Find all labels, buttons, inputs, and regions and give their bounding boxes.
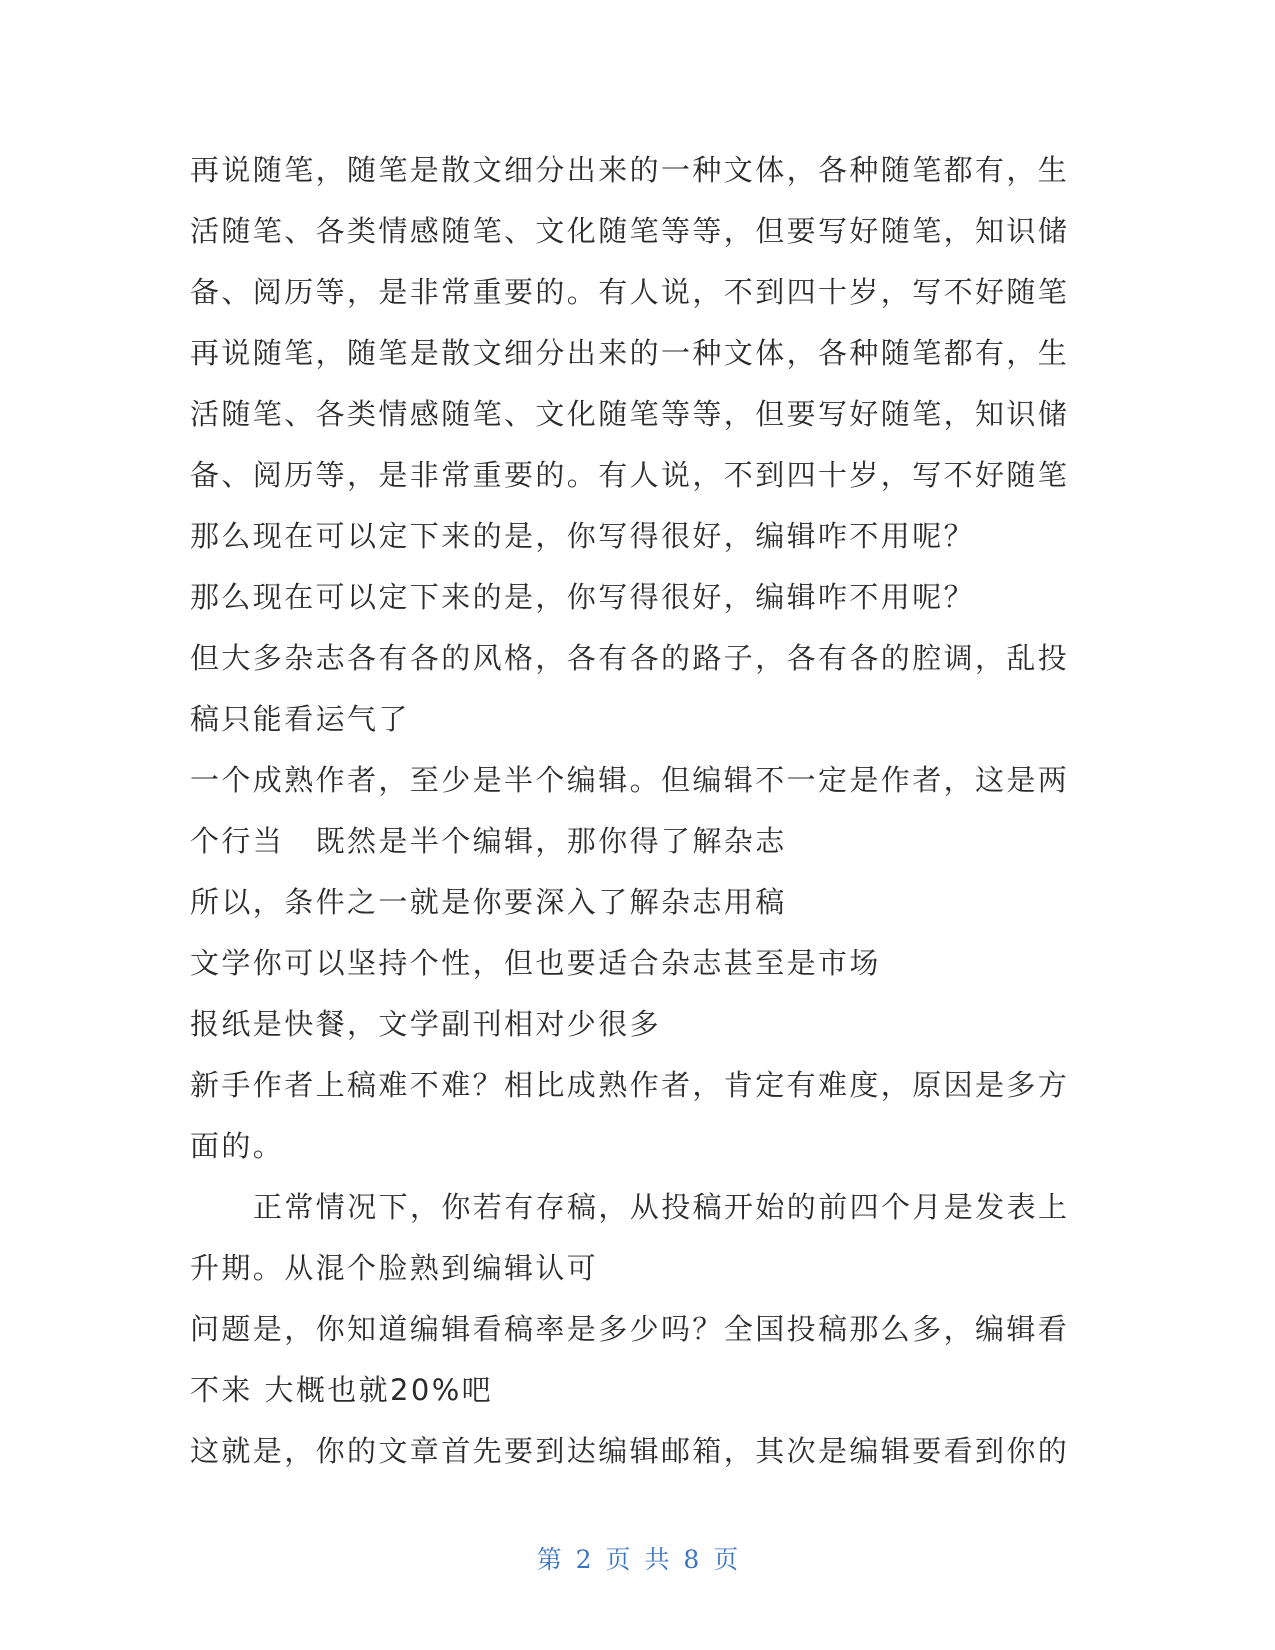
- page-number-footer: 第 2 页 共 8 页: [536, 1545, 739, 1574]
- text-line: 所以，条件之一就是你要深入了解杂志用稿: [190, 885, 787, 919]
- text-line: 活随笔、各类情感随笔、文化随笔等等，但要写好随笔，知识储: [190, 397, 1070, 431]
- text-line: 备、阅历等，是非常重要的。有人说，不到四十岁，写不好随笔: [190, 275, 1070, 309]
- body-text: [190, 140, 1070, 1482]
- text-line: 稿只能看运气了: [190, 702, 410, 736]
- text-line: 再说随笔，随笔是散文细分出来的一种文体，各种随笔都有，生: [190, 153, 1070, 187]
- text-line: 一个成熟作者，至少是半个编辑。但编辑不一定是作者，这是两: [190, 763, 1070, 797]
- text-line: 不来 大概也就20%吧: [190, 1373, 494, 1407]
- text-line: 那么现在可以定下来的是，你写得很好，编辑咋不用呢？: [190, 519, 976, 553]
- text-line: 这就是，你的文章首先要到达编辑邮箱，其次是编辑要看到你的: [190, 1434, 1070, 1468]
- text-line: 升期。从混个脸熟到编辑认可: [190, 1251, 599, 1285]
- text-line: 再说随笔，随笔是散文细分出来的一种文体，各种随笔都有，生: [190, 336, 1070, 370]
- text-line: 新手作者上稿难不难？相比成熟作者，肯定有难度，原因是多方: [190, 1068, 1070, 1102]
- text-line: 报纸是快餐，文学副刊相对少很多: [190, 1007, 662, 1041]
- text-line: 活随笔、各类情感随笔、文化随笔等等，但要写好随笔，知识储: [190, 214, 1070, 248]
- text-line: 但大多杂志各有各的风格，各有各的路子，各有各的腔调，乱投: [190, 641, 1070, 675]
- text-line-indented: 正常情况下，你若有存稿，从投稿开始的前四个月是发表上: [253, 1190, 1070, 1224]
- text-line: 面的。: [190, 1129, 285, 1163]
- text-line: 那么现在可以定下来的是，你写得很好，编辑咋不用呢？: [190, 580, 976, 614]
- text-line: 个行当 既然是半个编辑，那你得了解杂志: [190, 824, 787, 858]
- text-line: 备、阅历等，是非常重要的。有人说，不到四十岁，写不好随笔: [190, 458, 1070, 492]
- text-line: 文学你可以坚持个性，但也要适合杂志甚至是市场: [190, 946, 881, 980]
- text-line: 问题是，你知道编辑看稿率是多少吗？全国投稿那么多，编辑看: [190, 1312, 1070, 1346]
